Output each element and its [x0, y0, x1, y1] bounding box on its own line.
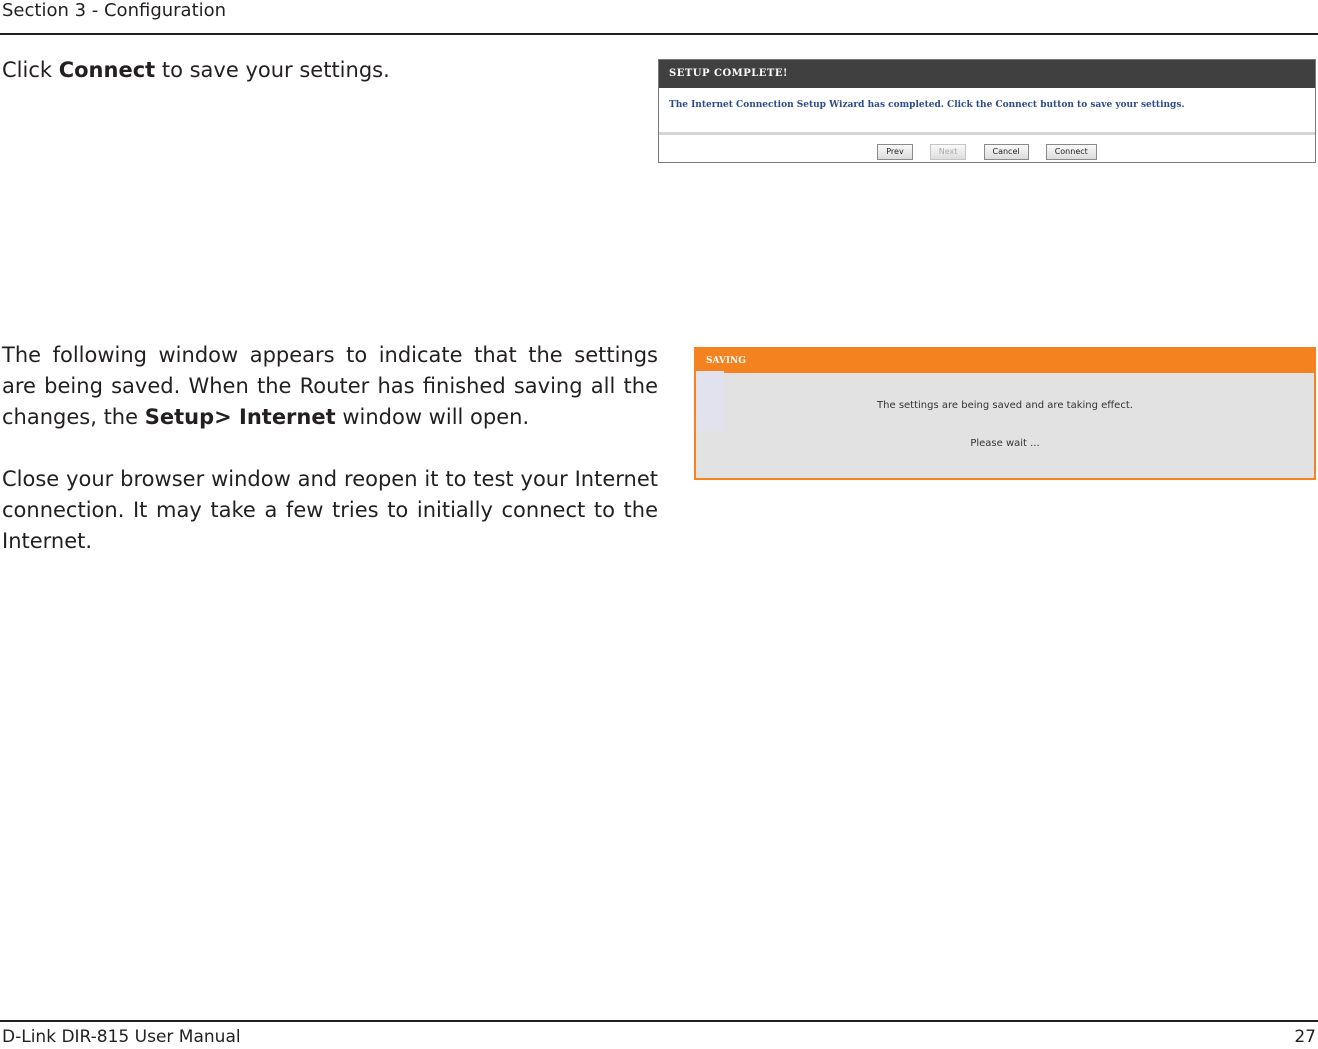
setup-complete-button-row	[659, 144, 1315, 163]
saving-description	[2, 340, 658, 433]
saving-description-text: The following window appears to indicate that the settings are being saved. When the Router has finished saving all the changes, the	[2, 343, 658, 429]
instruction-connect	[2, 55, 658, 86]
header-divider	[0, 33, 1318, 35]
instruction-text: to save your settings.	[155, 58, 390, 82]
saving-description-text: window will open.	[335, 405, 530, 429]
saving-wait-message: Please wait ...	[970, 438, 1040, 449]
setup-complete-message: The Internet Connection Setup Wizard has completed. Click the Connect button to save your settings.	[669, 100, 1185, 110]
prev-button[interactable]: Prev	[877, 144, 912, 160]
saving-description-bold: Setup> Internet	[144, 405, 336, 429]
section-header: Section 3 - Configuration	[2, 0, 227, 21]
instruction-bold-connect: Connect	[58, 58, 156, 82]
footer-divider	[0, 1020, 1318, 1022]
setup-complete-divider	[659, 132, 1315, 135]
cancel-button[interactable]: Cancel	[984, 144, 1029, 160]
page-number: 27	[1294, 1027, 1316, 1047]
next-button[interactable]: Next	[930, 144, 967, 160]
saving-screenshot	[694, 347, 1316, 480]
reopen-browser-text: Close your browser window and reopen it to test your Internet connection. It may take a few tries to initially connect to the Internet.	[2, 467, 658, 553]
manual-title: D-Link DIR-815 User Manual	[2, 1027, 241, 1047]
instruction-text: Click	[2, 58, 59, 82]
saving-message: The settings are being saved and are taking effect.	[877, 400, 1133, 411]
setup-complete-screenshot	[658, 59, 1316, 163]
connect-button[interactable]: Connect	[1046, 144, 1097, 160]
setup-complete-title: SETUP COMPLETE!	[659, 60, 1315, 88]
saving-title: SAVING	[696, 349, 1314, 373]
